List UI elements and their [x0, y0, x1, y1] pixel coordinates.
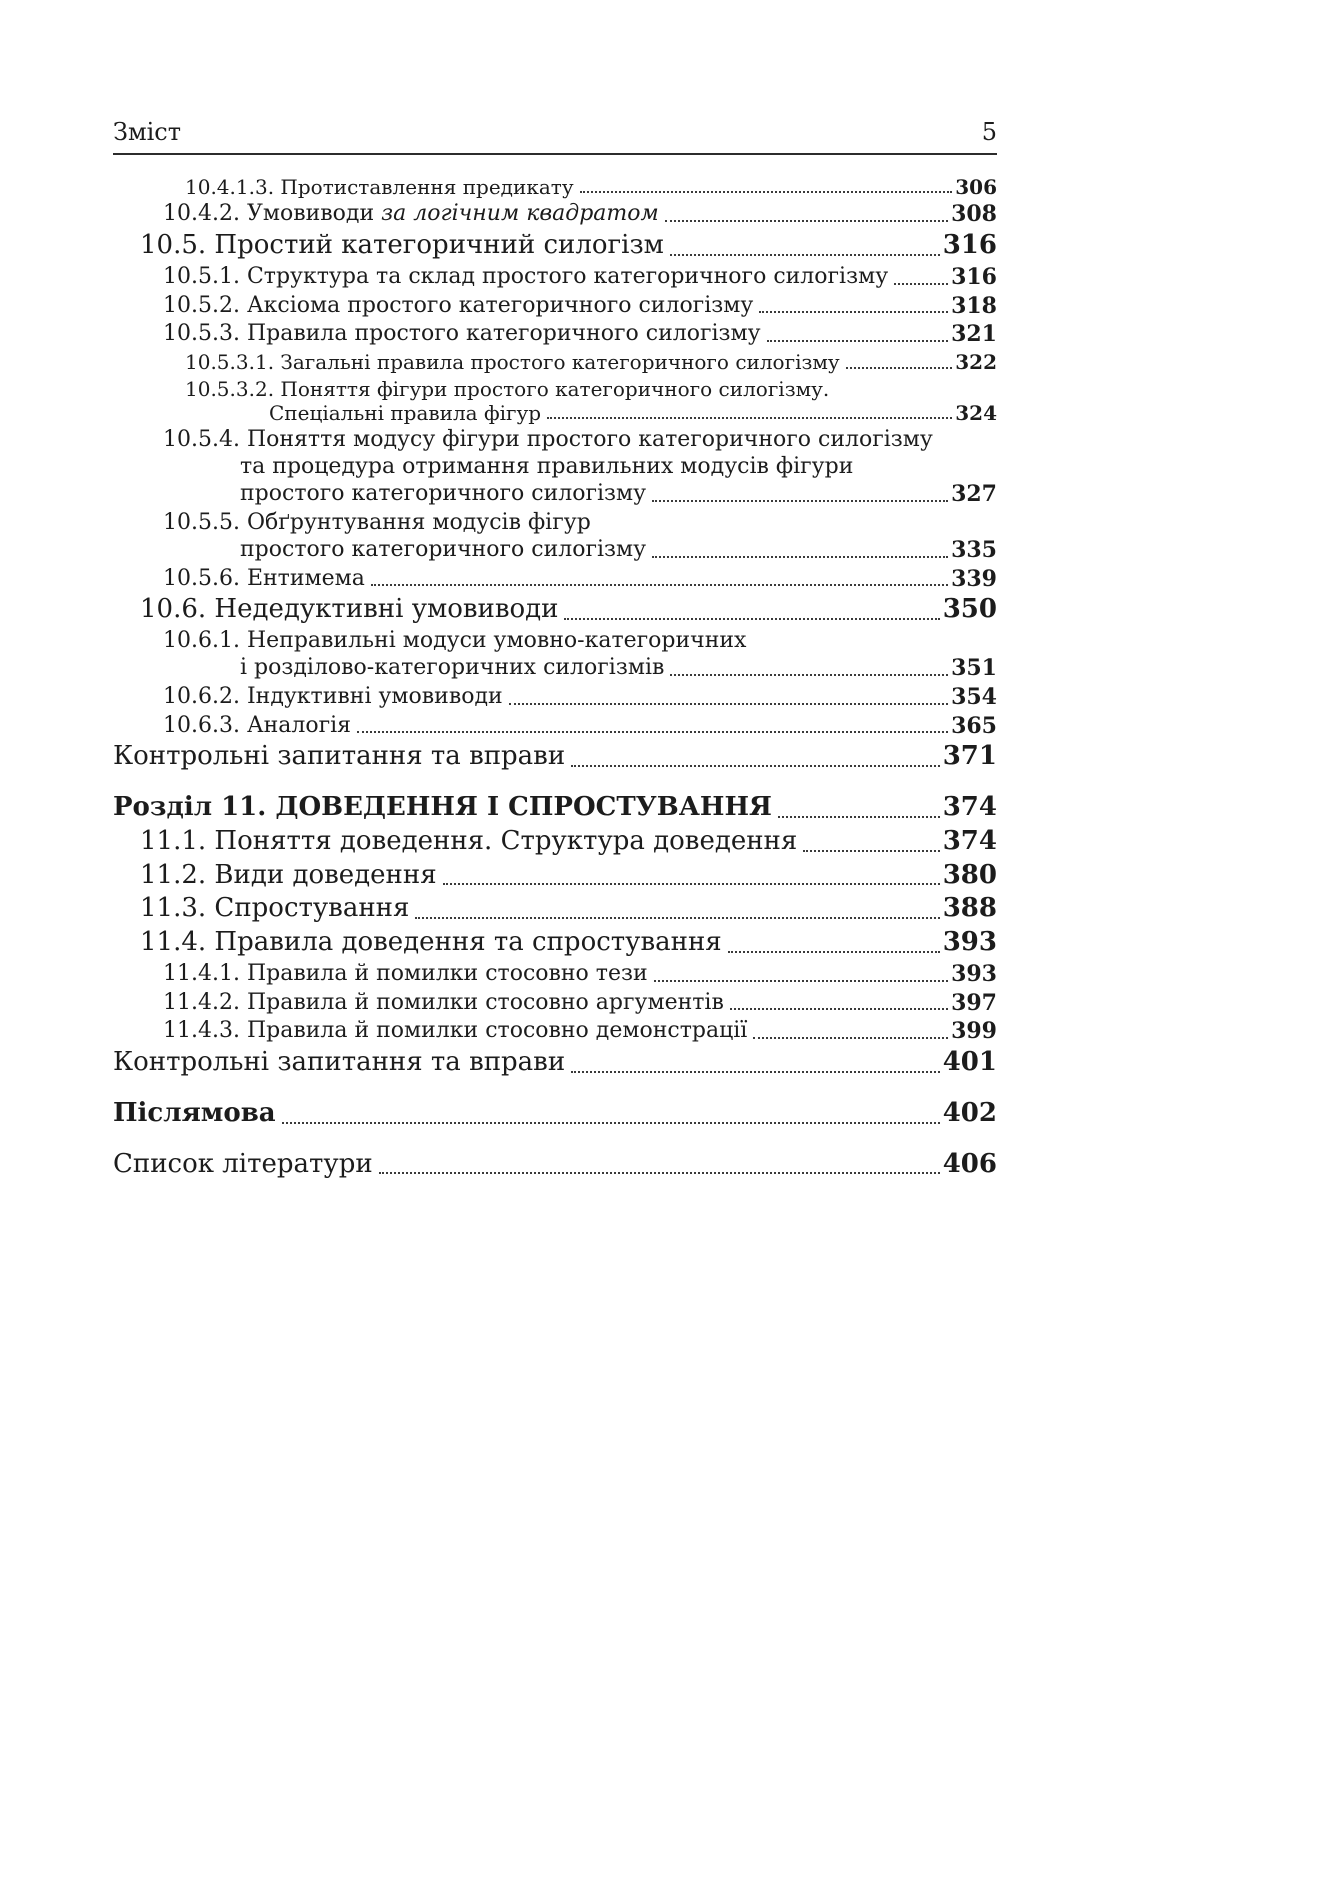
- dot-leader: [759, 293, 948, 314]
- toc-entry: [163, 713, 997, 740]
- dot-leader: [571, 741, 940, 767]
- toc-page-number: 322: [955, 350, 997, 375]
- toc-page-number: 406: [942, 1148, 997, 1179]
- toc-entry-text: 10.5.1. Структура та склад простого категоричного силогізму: [163, 263, 889, 289]
- toc-entry-line: [113, 1047, 997, 1079]
- toc-page-number: 388: [942, 893, 997, 924]
- toc-entry: [113, 1098, 997, 1130]
- toc-entry-text: простого категоричного силогізму: [240, 481, 647, 507]
- toc-entry-line: [140, 860, 997, 892]
- toc-entry-line: [163, 628, 997, 655]
- toc-page-number: 354: [951, 683, 997, 710]
- toc-entry: [163, 566, 997, 593]
- toc-entry: [163, 293, 997, 320]
- toc-entry-text: 10.5.3. Правила простого категоричного силогізму: [163, 321, 761, 347]
- dot-leader: [670, 230, 940, 256]
- toc-entry-text: 11.2. Види доведення: [140, 859, 437, 890]
- toc-entry-line: [140, 594, 997, 626]
- toc-entry-text: і розділово-категоричних силогізмів: [240, 654, 665, 680]
- toc-entry-text: 10.5.3.2. Поняття фігури простого категоричного силогізму.: [185, 376, 830, 401]
- dot-leader: [371, 566, 948, 587]
- toc-entry-line: [163, 1018, 997, 1045]
- toc-entry-text: 10.6.3. Аналогія: [163, 712, 352, 738]
- toc-entry-text: 10.6. Недедуктивні умовиводи: [140, 594, 559, 625]
- toc-entry: [163, 990, 997, 1017]
- page-header: [113, 118, 997, 155]
- toc-list: [113, 175, 997, 1181]
- toc-entry-text: 10.5.6. Ентимема: [163, 565, 365, 591]
- toc-entry: [113, 1047, 997, 1079]
- toc-entry: [163, 684, 997, 711]
- toc-entry: [163, 321, 997, 348]
- toc-entry: [163, 628, 997, 682]
- toc-entry-text: 10.5.3.1. Загальні правила простого категоричного силогізму: [185, 350, 840, 375]
- toc-page-number: 401: [942, 1047, 997, 1078]
- toc-entry: [140, 893, 997, 925]
- dot-leader: [415, 893, 939, 919]
- toc-entry-line: [113, 741, 997, 773]
- toc-entry-line: [140, 826, 997, 858]
- toc-entry-line: [163, 293, 997, 320]
- toc-entry-text: 10.4.1.3. Протиставлення предикату: [185, 174, 574, 199]
- toc-entry-line: [113, 1098, 997, 1130]
- toc-entry-line: [163, 264, 997, 291]
- toc-entry-text: 11.4.1. Правила й помилки стосовно тези: [163, 960, 648, 986]
- toc-entry-line: [163, 655, 997, 682]
- toc-entry-text: 11.4.3. Правила й помилки стосовно демонстрації: [163, 1018, 748, 1044]
- toc-page-number: 365: [951, 712, 997, 739]
- header-title: Зміст: [113, 118, 182, 146]
- toc-entry-text: 10.4.2. Умовиводи за логічним квадратом: [163, 201, 659, 227]
- toc-page-number: 316: [942, 230, 997, 261]
- toc-entry-text: Контрольні запитання та вправи: [113, 1047, 566, 1078]
- toc-entry-line: [163, 427, 997, 454]
- toc-page-number: 374: [942, 792, 997, 823]
- dot-leader: [665, 201, 948, 222]
- toc-entry-line: [163, 454, 997, 481]
- toc-page-number: 374: [942, 825, 997, 856]
- toc-entry-text: Спеціальні правила фігур: [269, 401, 542, 425]
- toc-page-number: 371: [942, 741, 997, 772]
- toc-page-number: 351: [951, 654, 997, 681]
- toc-entry-line: [140, 927, 997, 959]
- toc-page-number: 308: [951, 201, 997, 228]
- toc-entry-text: 11.4. Правила доведення та спростування: [140, 926, 722, 957]
- toc-entry-line: [163, 510, 997, 537]
- dot-leader: [652, 481, 948, 502]
- dot-leader: [564, 594, 939, 620]
- dot-leader: [547, 401, 952, 419]
- header-page-number: 5: [981, 118, 997, 146]
- toc-entry-text: 10.6.1. Неправильні модуси умовно-категоричних: [163, 628, 747, 654]
- toc-entry-text: 11.4.2. Правила й помилки стосовно аргументів: [163, 989, 724, 1015]
- toc-page-number: 335: [951, 536, 997, 563]
- toc-entry-text: Список літератури: [113, 1148, 373, 1179]
- toc-page-number: 339: [951, 565, 997, 592]
- toc-entry-line: [185, 175, 997, 199]
- toc-entry-line: [113, 1149, 997, 1181]
- toc-entry: [140, 594, 997, 626]
- toc-page-number: 380: [942, 859, 997, 890]
- dot-leader: [580, 175, 953, 193]
- dot-leader: [753, 1018, 948, 1039]
- dot-leader: [571, 1047, 940, 1073]
- toc-entry: [163, 427, 997, 507]
- toc-page-number: 399: [951, 1018, 997, 1045]
- toc-page-number: 402: [942, 1097, 997, 1128]
- toc-entry-line: [163, 537, 997, 564]
- toc-entry: [113, 741, 997, 773]
- toc-entry-text: Післямова: [113, 1097, 276, 1128]
- dot-leader: [654, 961, 948, 982]
- dot-leader: [894, 264, 948, 285]
- toc-page-number: 324: [955, 401, 997, 425]
- dot-leader: [728, 927, 940, 953]
- toc-entry: [140, 860, 997, 892]
- toc-entry: [185, 175, 997, 199]
- dot-leader: [443, 860, 940, 886]
- dot-leader: [730, 990, 948, 1011]
- dot-leader: [778, 792, 940, 818]
- dot-leader: [282, 1098, 940, 1124]
- toc-entry-text: 11.1. Поняття доведення. Структура доведення: [140, 825, 798, 856]
- toc-entry: [163, 264, 997, 291]
- dot-leader: [846, 350, 953, 368]
- dot-leader: [652, 537, 948, 558]
- dot-leader: [509, 684, 948, 705]
- toc-entry-line: [140, 893, 997, 925]
- toc-entry: [163, 510, 997, 564]
- toc-entry: [185, 377, 997, 426]
- toc-entry-text: простого категоричного силогізму: [240, 536, 647, 562]
- toc-entry-line: [113, 792, 997, 824]
- toc-entry: [163, 201, 997, 228]
- toc-entry-text: 10.5.2. Аксіома простого категоричного силогізму: [163, 292, 754, 318]
- toc-page-number: 350: [942, 594, 997, 625]
- toc-entry-line: [163, 713, 997, 740]
- dot-leader: [379, 1149, 940, 1175]
- toc-entry-line: [163, 481, 997, 508]
- toc-page-number: 316: [951, 263, 997, 290]
- toc-entry-text: 10.5.4. Поняття модусу фігури простого категоричного силогізму: [163, 427, 933, 453]
- toc-entry-line: [185, 350, 997, 374]
- toc-entry-line: [185, 401, 997, 425]
- toc-entry-line: [163, 201, 997, 228]
- toc-entry-line: [163, 961, 997, 988]
- dot-leader: [670, 655, 948, 676]
- toc-page-number: 393: [942, 926, 997, 957]
- dot-leader: [803, 826, 939, 852]
- toc-page-number: 318: [951, 292, 997, 319]
- toc-entry: [140, 826, 997, 858]
- toc-page-number: 397: [951, 989, 997, 1016]
- toc-entry-text: Контрольні запитання та вправи: [113, 741, 566, 772]
- dot-leader: [357, 713, 948, 734]
- toc-entry-text: 10.5.5. Обґрунтування модусів фігур: [163, 509, 591, 535]
- toc-entry: [113, 792, 997, 824]
- toc-page-number: 393: [951, 960, 997, 987]
- toc-page-number: 321: [951, 321, 997, 348]
- toc-entry: [163, 961, 997, 988]
- toc-entry-text: та процедура отримання правильних модусів фігури: [240, 454, 854, 480]
- toc-page-number: 306: [955, 174, 997, 199]
- toc-page-number: 327: [951, 481, 997, 508]
- toc-entry-line: [163, 990, 997, 1017]
- toc-entry-text: Розділ 11. ДОВЕДЕННЯ І СПРОСТУВАННЯ: [113, 792, 772, 823]
- toc-entry-text: 10.5. Простий категоричний силогізм: [140, 230, 664, 261]
- toc-entry-line: [140, 230, 997, 262]
- toc-entry-text: 11.3. Спростування: [140, 893, 410, 924]
- toc-entry: [140, 927, 997, 959]
- toc-entry-text: 10.6.2. Індуктивні умовиводи: [163, 683, 503, 709]
- toc-entry-line: [163, 566, 997, 593]
- toc-entry: [163, 1018, 997, 1045]
- toc-entry: [185, 350, 997, 374]
- toc-entry: [140, 230, 997, 262]
- dot-leader: [767, 321, 948, 342]
- toc-entry-line: [185, 377, 997, 401]
- toc-entry-line: [163, 684, 997, 711]
- toc-content: [113, 118, 997, 1182]
- toc-entry-line: [163, 321, 997, 348]
- toc-entry: [113, 1149, 997, 1181]
